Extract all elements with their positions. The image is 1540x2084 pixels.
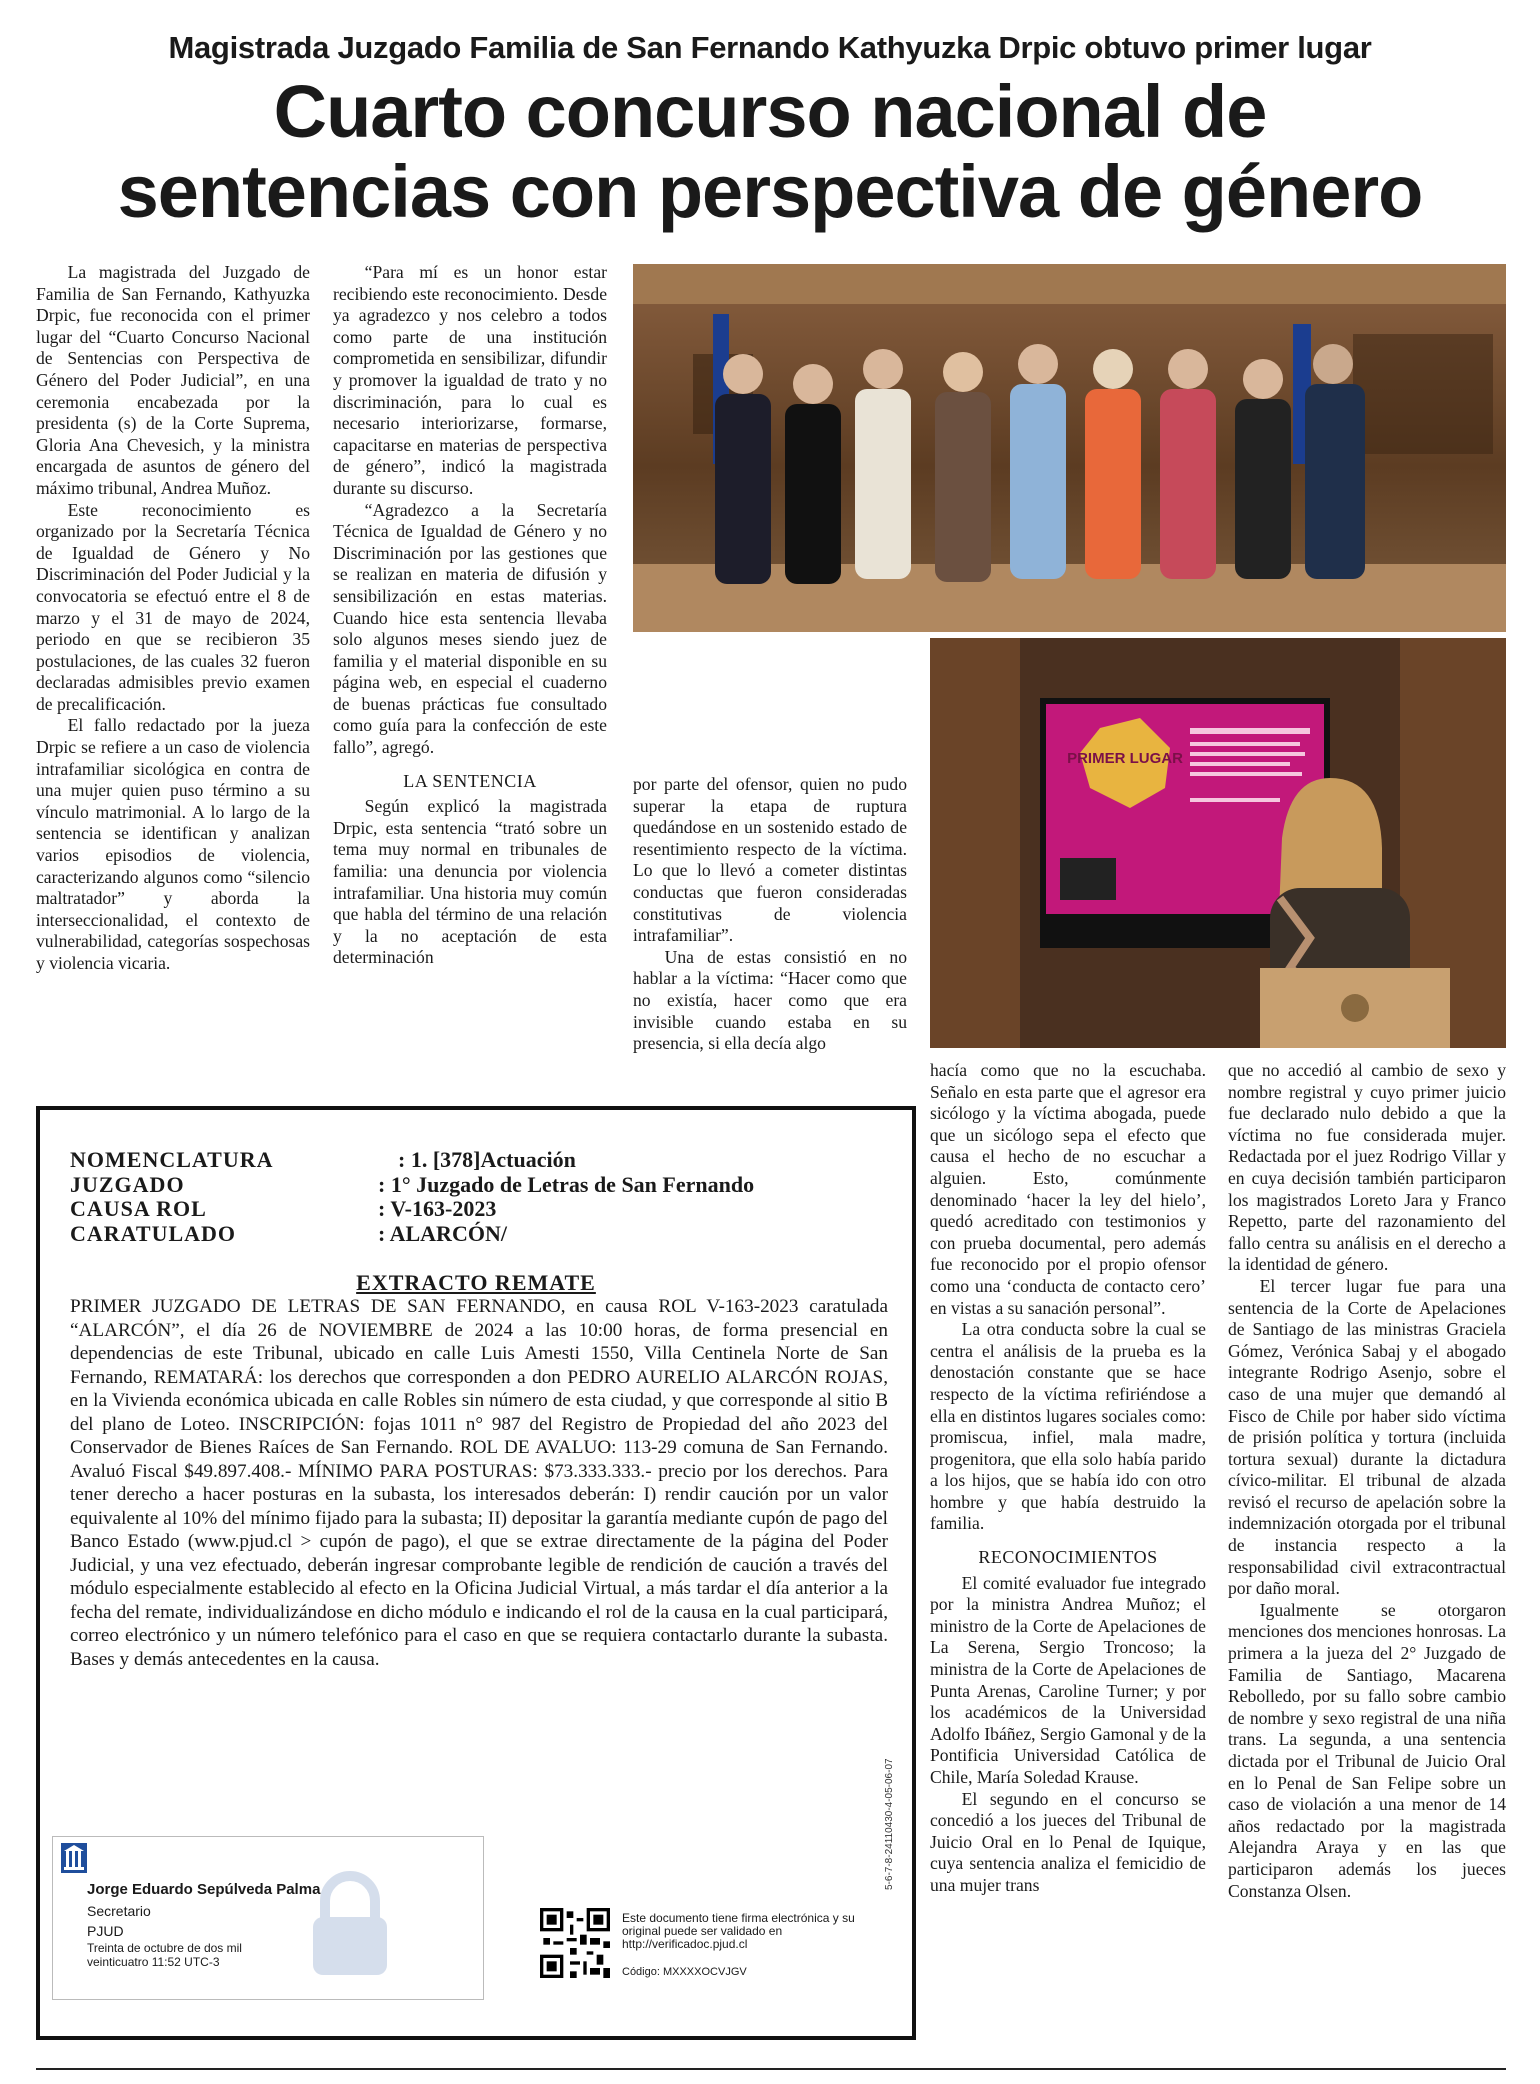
case-metadata <box>70 1148 754 1246</box>
signer-name: Jorge Eduardo Sepúlveda Palma <box>87 1881 321 1898</box>
qr-code-icon[interactable] <box>540 1908 610 1978</box>
signer-role: Secretario <box>87 1903 151 1919</box>
headline-line-1: Cuarto concurso nacional de <box>273 70 1267 153</box>
paragraph: La otra conducta sobre la cual se centra el análisis de la prueba es la denostación constante que se hace respecto de la víctima refiriéndose a ella en distintos lugares sociales como: promiscua, infiel, mala madre, progenitora, que ella solo había parido a los hijos, que se había ido con otro hombre y que había destruido la familia. <box>930 1319 1206 1534</box>
signature-date: Treinta de octubre de dos mil veinticuatro 11:52 UTC-3 <box>87 1941 242 1969</box>
paragraph: que no accedió al cambio de sexo y nombre registral y cuyo primer juicio fue declarado nulo debido a que la víctima no fue considerada mujer. Redactada por el juez Rodrigo Villar y en cuya decisión también participaron los magistrados Loreto Jara y Franco Repetto, parte del razonamiento del fallo centra su análisis en el derecho a la identidad de género. <box>1228 1060 1506 1275</box>
signer-org: PJUD <box>87 1923 124 1939</box>
speaker-photo <box>930 638 1506 1048</box>
kicker: Magistrada Juzgado Familia de San Fernando Kathyuzka Drpic obtuvo primer lugar <box>168 30 1372 65</box>
meta-value: : 1. [378]Actuación <box>398 1147 576 1172</box>
paragraph: Una de estas consistió en no hablar a la víctima: “Hacer como que no existía, hacer como que era invisible cuando estaba en su presencia, si ella decía algo <box>633 946 907 1054</box>
meta-row-nomenclatura <box>70 1148 754 1173</box>
meta-key: NOMENCLATURA <box>70 1147 274 1172</box>
paragraph: Según explicó la magistrada Drpic, esta sentencia “trató sobre un tema muy normal en tribunales de familia: una denuncia por violencia intrafamiliar. Una historia muy común que habla del término de una relación y la no aceptación de esta determinación <box>333 796 607 968</box>
article-column-2 <box>333 262 607 969</box>
speaker-photo-icon <box>930 638 1506 1048</box>
article-column-5 <box>1228 1060 1506 1902</box>
meta-value: : V-163-2023 <box>378 1196 497 1221</box>
paragraph: El fallo redactado por la jueza Drpic se refiere a un caso de violencia intrafamiliar sicológica en contra de una mujer quien puso término a su vínculo matrimonial. A lo largo de la sentencia se identifican y analizan varios episodios de violencia, caracterizando algunos como “silencio maltratador” y aborda la interseccionalidad, el contexto de vulnerabilidad, categorías sospechosas y violencia vicaria. <box>36 715 310 973</box>
meta-key: JUZGADO <box>70 1171 185 1197</box>
subhead-reconocimientos: RECONOCIMIENTOS <box>978 1547 1158 1568</box>
group-photo-icon <box>633 264 1506 632</box>
paragraph: por parte del ofensor, quien no pudo superar la etapa de ruptura quedándose en un sostenido estado de resentimiento respecto de la víctima. Lo que lo llevó a cometer distintas conductas que fueron consideradas constitutivas de violencia intrafamiliar”. <box>633 774 907 946</box>
paragraph: “Agradezco a la Secretaría Técnica de Igualdad de Género y no Discriminación por las gestiones que se realizan en materia de difusión y sensibilización en estas materias. Cuando hice esta sentencia llevaba solo algunos meses siendo juez de familia y el material disponible en su página web, en especial el cuaderno de buenas prácticas fue consultado como guía para la confección de este fallo”, agregó. <box>333 499 607 758</box>
meta-value: : ALARCÓN/ <box>378 1220 507 1246</box>
side-document-code: 5-6-7-8-24110430-4-05-06-07 <box>884 1758 895 1890</box>
pjud-logo-icon <box>61 1843 87 1873</box>
meta-value: : 1° Juzgado de Letras de San Fernando <box>378 1171 755 1197</box>
signature-box <box>52 1836 484 2000</box>
paragraph: Este reconocimiento es organizado por la Secretaría Técnica de Igualdad de Género y No Discriminación del Poder Judicial y la convocatoria se efectuó entre el 8 de marzo y el 31 de mayo de 2024, periodo en que se recibieron 35 postulaciones, de las cuales 32 fueron declaradas admisibles previo examen de precalificación. <box>36 499 310 714</box>
legal-notice-box <box>36 1106 916 2040</box>
meta-key: CAUSA ROL <box>70 1196 207 1221</box>
bottom-divider <box>36 2068 1506 2070</box>
paragraph: El segundo en el concurso se concedió a los jueces del Tribunal de Juicio Oral en lo Penal de Iquique, cuya sentencia analiza el femicidio de una mujer trans <box>930 1788 1206 1895</box>
meta-row-juzgado <box>70 1173 754 1198</box>
extracto-body: PRIMER JUZGADO DE LETRAS DE SAN FERNANDO, en causa ROL V-163-2023 caratulada “ALARCÓN”, el día 26 de NOVIEMBRE de 2024 a las 10:00 horas, de forma presencial en dependencias de este Tribunal, ubicado en calle Luis Amesti 1550, Villa Centinela Norte de San Fernando, REMATARÁ: los derechos que corresponden a don PEDRO AURELIO ALARCÓN ROJAS, en la Vivienda económica ubicada en calle Robles sin número de esta ciudad, y que corresponde al sitio B del plano de Loteo. INSCRIPCIÓN: fojas 1011 n° 987 del Registro de Propiedad del año 2023 del Conservador de Bienes Raíces de San Fernando. ROL DE AVALUO: 113-29 comuna de San Fernando. Avaluó Fiscal $49.897.408.- MÍNIMO PARA POSTURAS: $73.333.333.- precio por los derechos. Para tener derecho a hacer posturas en la subasta, los interesados deberán: I) rendir caución por un valor equivalente al 10% del mínimo fijado para la subasta; II) depositar la garantía mediante cupón de pago del Banco Estado (www.pjud.cl > cupón de pago), el que se extrae directamente de la página del Poder Judicial, y una vez efectuado, deberán ingresar comprobante legible de rendición de caución a través del módulo especialmente establecido al efecto en la Oficina Judicial Virtual, a más tardar el día anterior a la fecha del remate, individualizándose en dicho módulo e indicando el rol de la causa en la cual participará, correo electrónico y un número telefónico para el caso en que se requiera contactarlo durante la subasta. Bases y demás antecedentes en la causa. <box>70 1296 888 1670</box>
paragraph: “Para mí es un honor estar recibiendo este reconocimiento. Desde ya agradezco y nos celebro a todos como parte de una institución comprometida en sensibilizar, difundir y promover la igualdad de trato y no discriminación, para lo cual es necesario interiorizarse, formarse, capacitarse en materias de perspectiva de género”, indicó la magistrada durante su discurso. <box>333 262 607 498</box>
verification-text: Este documento tiene firma electrónica y su original puede ser validado en http://verificadoc.pjud.cl <box>622 1911 855 1951</box>
primer-lugar-badge-text: PRIMER LUGAR <box>1067 750 1183 767</box>
article-column-1 <box>36 262 310 975</box>
headline-line-2: sentencias con perspectiva de género <box>117 150 1423 233</box>
paragraph: Igualmente se otorgaron menciones dos menciones honrosas. La primera a la jueza del 2° Juzgado de Familia de Santiago, Macarena Rebolledo, por su fallo sobre cambio de nombre y sexo registral de una niña trans. La segunda, a una sentencia dictada por el Tribunal de Juicio Oral en lo Penal de San Felipe sobre un caso de violación a una menor de 14 años redactado por la magistrada Alejandra Araya y en las que participaron además los jueces Constanza Olsen. <box>1228 1599 1507 1901</box>
verification-code: Código: MXXXXOCVJGV <box>622 1966 747 1978</box>
article-column-3 <box>633 774 907 1055</box>
headline <box>0 72 1540 232</box>
paragraph: El tercer lugar fue para una sentencia de la Corte de Apelaciones de Santiago de las ministras Graciela Gómez, Verónica Sabaj y el abogado integrante Rodrigo Asenjo, sobre el caso de una mujer que demandó al Fisco de Chile por haber sido víctima de prisión política y tortura (incluida tortura sexual) durante la dictadura cívico-militar. El tribunal de alzada revisó el recurso de apelación sobre la indemnización otorgada por el tribunal de instancia respecto a la responsabilidad civil extracontractual por daño moral. <box>1228 1275 1506 1599</box>
meta-row-caratulado <box>70 1222 754 1247</box>
meta-row-causa-rol <box>70 1197 754 1222</box>
paragraph: hacía como que no la escuchaba. Señalo en esta parte que el agresor era sicólogo y la víctima abogada, puede que un sicólogo sepa el efecto que causa el hecho de no escuchar a alguien. Esto, comúnmente denominado ‘hacer la ley del hielo’, quedó acreditado con testimonios y con prueba documental, pero además fue reconocido por el propio ofensor como una ‘conducta de contacto cero’ en vistas a su sanación personal”. <box>930 1060 1206 1318</box>
subhead-la-sentencia: LA SENTENCIA <box>403 770 537 791</box>
group-photo <box>633 264 1506 632</box>
meta-key: CARATULADO <box>70 1220 237 1246</box>
article-column-4 <box>930 1060 1206 1897</box>
paragraph: La magistrada del Juzgado de Familia de San Fernando, Kathyuzka Drpic, fue reconocida con el primer lugar del “Cuarto Concurso Nacional de Sentencias con Perspectiva de Género del Poder Judicial”, en una ceremonia encabezada por la presidenta (s) de la Corte Suprema, Gloria Ana Chevesich, y la ministra encargada de asuntos de género del máximo tribunal, Andrea Muñoz. <box>36 262 310 498</box>
paragraph: El comité evaluador fue integrado por la ministra Andrea Muñoz; el ministro de la Corte de Apelaciones de La Serena, Sergio Troncoso; la ministra de la Corte de Apelaciones de Punta Arenas, Caroline Turner; y por los académicos de la Universidad Adolfo Ibáñez, Sergio Gamonal y de la Pontificia Universidad Católica de Chile, María Soledad Krause. <box>930 1572 1206 1787</box>
extracto-title: EXTRACTO REMATE <box>356 1270 596 1295</box>
